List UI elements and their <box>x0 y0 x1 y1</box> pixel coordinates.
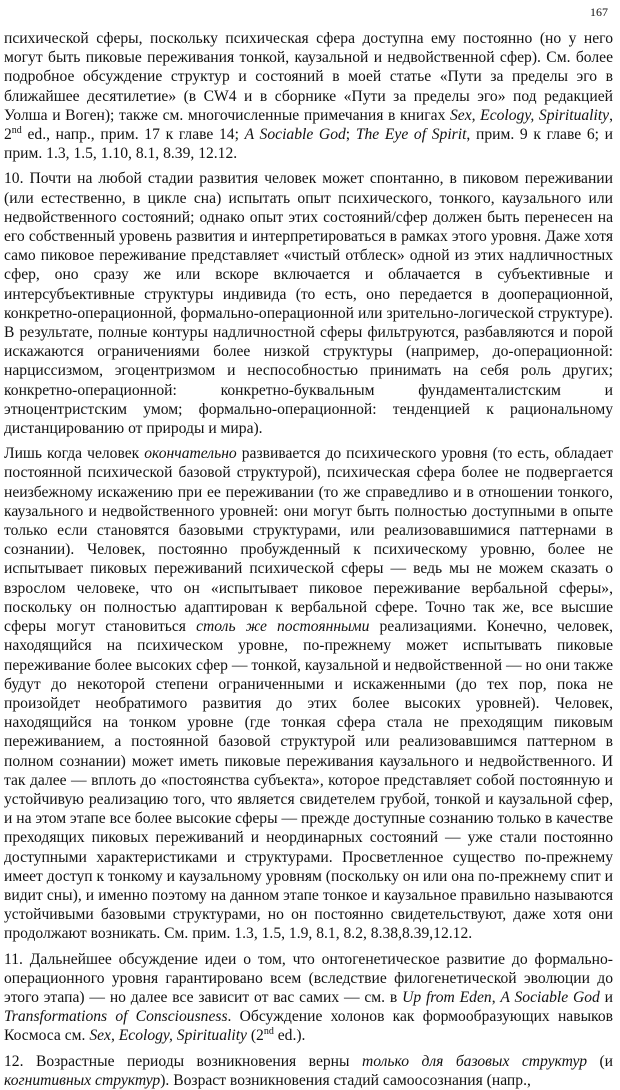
note-10-continued: Лишь когда человек окончательно развивается до психического уровня (то есть, обладает постоянной психической базовой структурой), психическая сфера более не подвергается неизбежному искажению при ее переживании (то же справедливо и в отношении тонкого, каузального и недвойственного уровней: они могут быть полностью доступными в опыте только если становятся базовыми структурами, или реализовавшимися паттернами в сознании). Человек, постоянно пробужденный к психическому уровню, более не испытывает пиковых переживаний психической сферы — ведь мы не можем сказать о взрослом человеке, что он «испытывает пиковое переживание вербальной сферы», поскольку он полностью адаптирован к вербальной сфере. Точно так же, все высшие сферы могут становиться столь же постоянными реализациями. Конечно, человек, находящийся на психическом уровне, по-прежнему может испытывать пиковые переживание более высоких сфер — тонкой, каузальной и недвойственной — но они также будут до некоторой степени ограниченными и искаженными (до тех пор, пока не произойдет необратимого развития до этих более высоких уровней). Человек, находящийся на тонком уровне (где тонкая сфера стала не преходящим пиковым переживанием, а постоянной базовой структурой или реализовавшимся паттерном в полном сознании) может иметь пиковые переживания каузального и недвойственного. И так далее — вплоть до «постоянства субъекта», которое представляет собой постоянную и устойчивую реализацию того, что является свидетелем грубой, тонкой и каузальной сфер, и на этом этапе все более высокие сферы — прежде доступные сознанию только в качестве преходящих пиковых переживаний и неординарных состояний — уже стали постоянно доступными характеристиками и структурами. Просветленное существо по-прежнему имеет доступ к тонкому и каузальному уровням (поскольку он или она по-прежнему спит и видит сны), и именно поэтому на данном этапе тонкое и каузальное правильно называются устойчивыми базовыми структурами, но он постоянно свидетельствуют, даже хотя они продолжают возникать. См. прим. 1.3, 1.5, 1.9, 8.1, 8.2, 8.38,8.39,12.12. <box>4 445 613 943</box>
note-paragraph: психической сферы, поскольку психическая сфера доступна ему постоянно (но у него могут быть пиковые переживания тонкой, каузальной и недвойственной сфер). См. более подробное обсуждение структур и состояний в моей статье «Пути за пределы эго в ближайшее десятилетие» (в CW4 и в сборнике «Пути за пределы эго» под редакцией Уолша и Воген); также см. многочисленные примечания в книгах Sex, Ecology, Spirituality, 2nd ed., напр., прим. 17 к главе 14; A Sociable God; The Eye of Spirit, прим. 9 к главе 6; и прим. 1.3, 1.5, 1.10, 8.1, 8.39, 12.12. <box>4 30 613 163</box>
note-10: 10. Почти на любой стадии развития человек может спонтанно, в пиковом переживании (или естественно, в цикле сна) испытать опыт психического, тонкого, каузального или недвойственного состояний; однако опыт этих состояний/сфер должен быть перенесен на его собственный уровень развития и интерпретироваться в рамках этого уровня. Даже хотя само пиковое переживание представляет «чистый отблеск» одной из этих надличностных сфер, оно сразу же или вскоре включается и облачается в субъективные и интерсубъективные структуры индивида (то есть, оно передается в дооперационной, конкретно-операционной, формально-операционной или зрительно-логической структуре). В результате, полные контуры надличностной сферы фильтруются, разбавляются и порой искажаются ограничениями более низкой структуры (например, до-операционной: нарциссизмом, эгоцентризмом и неспособностью принимать на себя роль других; конкретно-операционной: конкретно-буквальным фундаменталистским и этноцентристским умом; формально-операционной: тенденцией к рациональному дистанцированию от природы и мира). <box>4 170 613 438</box>
note-11: 11. Дальнейшее обсуждение идеи о том, что онтогенетическое развитие до формально-операционного уровня гарантировано всем (вследствие филогенетической эволюции до этого этапа) — но далее все зависит от вас самих — см. в Up from Eden, A Sociable God и Transformations of Consciousness. Обсуждение холонов как формообразующих навыков Космоса см. Sex, Ecology, Spirituality (2nd ed.). <box>4 950 614 1045</box>
note-12: 12. Возрастные периоды возникновения верны только для базовых структур (и когнитивных структур). Возраст возникновения стадий самоосознания (напр., <box>4 1052 613 1089</box>
page-number: 167 <box>590 5 608 19</box>
